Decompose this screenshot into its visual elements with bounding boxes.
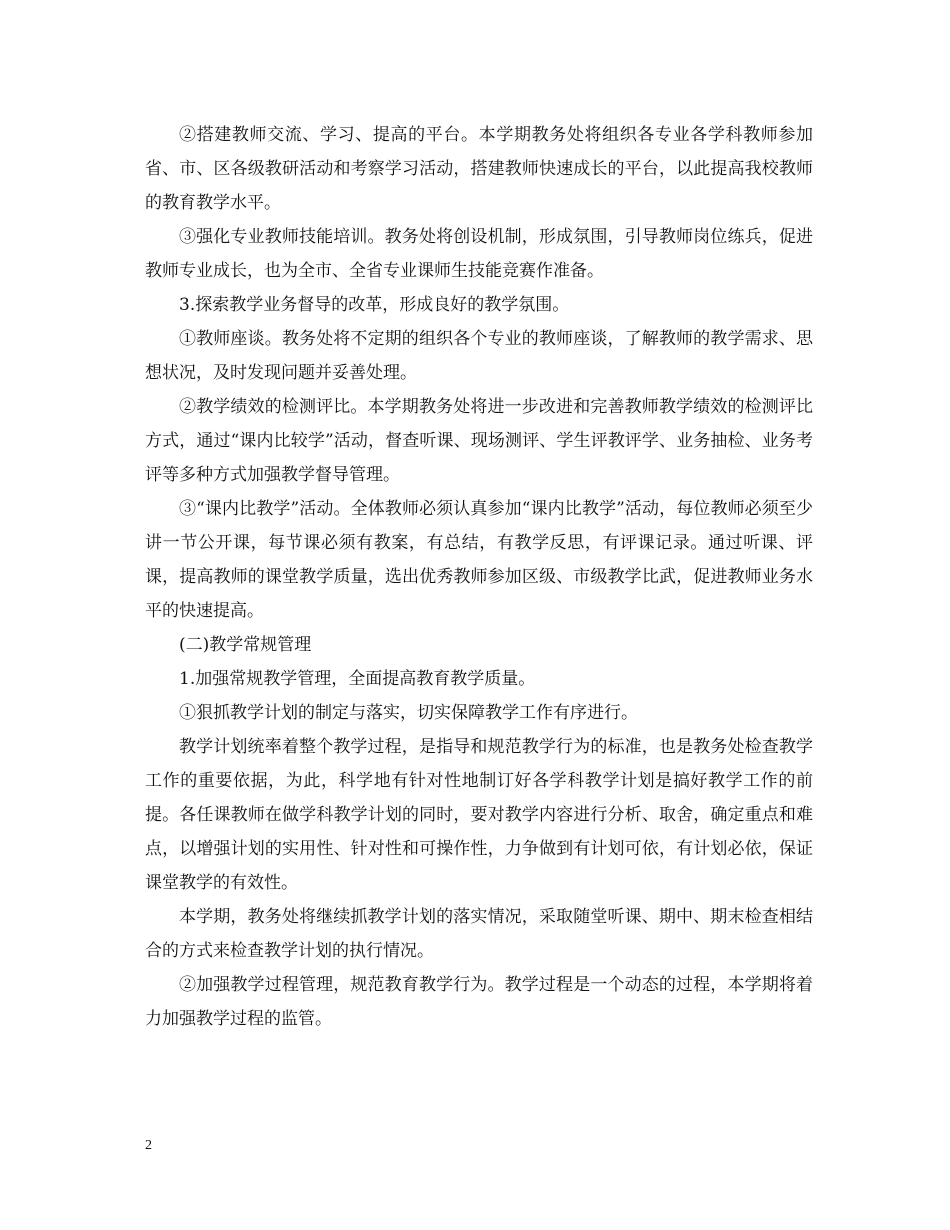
paragraph: ①教师座谈。教务处将不定期的组织各个专业的教师座谈，了解教师的教学需求、思想状况，及时发现问题并妥善处理。 (145, 329, 813, 383)
paragraph: 本学期，教务处将继续抓教学计划的落实情况，采取随堂听课、期中、期末检查相结合的方式来检查教学计划的执行情况。 (145, 907, 813, 961)
paragraph: ③“课内比教学”活动。全体教师必须认真参加“课内比教学”活动，每位教师必须至少讲一节公开课，每节课必须有教案，有总结，有教学反思，有评课记录。通过听课、评课，提高教师的课堂教学质量，选出优秀教师参加区级、市级教学比武，促进教师业务水平的快速提高。 (145, 499, 813, 621)
paragraph: ②加强教学过程管理，规范教育教学行为。教学过程是一个动态的过程，本学期将着力加强教学过程的监管。 (145, 975, 813, 1029)
subsection-heading: 1.加强常规教学管理，全面提高教育教学质量。 (179, 669, 536, 689)
paragraph: ②搭建教师交流、学习、提高的平台。本学期教务处将组织各专业各学科教师参加省、市、区各级教研活动和考察学习活动，搭建教师快速成长的平台，以此提高我校教师的教育教学水平。 (145, 125, 813, 213)
paragraph: 教学计划统率着整个教学过程，是指导和规范教学行为的标准，也是教务处检查教学工作的重要依据，为此，科学地有针对性地制订好各学科教学计划是搞好教学工作的前提。各任课教师在做学科教学计划的同时，要对教学内容进行分析、取舍，确定重点和难点，以增强计划的实用性、针对性和可操作性，力争做到有计划可依，有计划必依，保证课堂教学的有效性。 (145, 737, 813, 893)
paragraph: 3.探索教学业务督导的改革，形成良好的教学氛围。 (179, 295, 570, 315)
document-body (145, 118, 813, 1036)
paragraph: ②教学绩效的检测评比。本学期教务处将进一步改进和完善教师教学绩效的检测评比方式，通过“课内比较学”活动，督查听课、现场测评、学生评教评学、业务抽检、业务考评等多种方式加强教学督导管理。 (145, 397, 813, 485)
section-heading: (二)教学常规管理 (179, 635, 312, 655)
paragraph: ①狠抓教学计划的制定与落实，切实保障教学工作有序进行。 (179, 703, 638, 723)
paragraph: ③强化专业教师技能培训。教务处将创设机制，形成氛围，引导教师岗位练兵，促进教师专业成长，也为全市、全省专业课师生技能竞赛作准备。 (145, 227, 813, 281)
page-number: 2 (145, 1138, 152, 1153)
